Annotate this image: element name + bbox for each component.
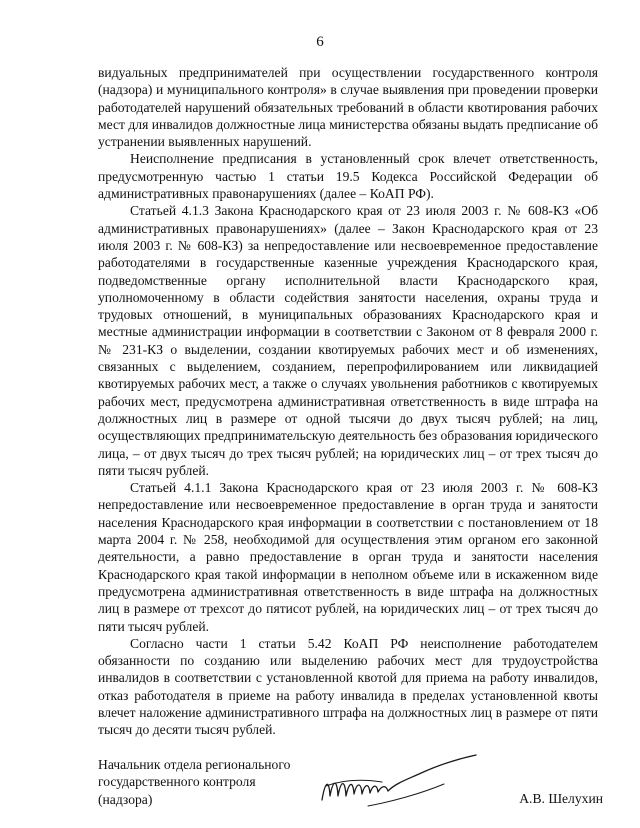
signature-block [98, 752, 603, 822]
signer-position-line: (надзора) [98, 791, 153, 807]
signer-name: А.В. Шелухин [519, 791, 603, 806]
paragraph-article-4-1-3: Статьей 4.1.3 Закона Краснодарского края от 23 июля 2003 г. № 608-КЗ «Об административных правонарушениях» (далее – Закон Краснодарского края от 23 июля 2003 г. № 608-КЗ) за непредоставление или несвоевременное предоставление работодателями в государственные казенные учреждения Краснодарского края, подведомственные органу исполнительной власти Краснодарского края, уполномоченному в области содействия занятости населения, охраны труда и трудовых отношений, в муниципальных образованиях Краснодарского края и местные администрации информации в соответствии с Законом от 8 февраля 2000 г. № 231-КЗ о выделении, создании квотируемых рабочих мест и об изменениях, связанных с выделением, созданием, перепрофилированием или ликвидацией квотируемых рабочих мест, а также о случаях увольнения работников с квотируемых рабочих мест, предусмотрена административная ответственность в виде штрафа на должностных лиц в размере от одной тысячи до двух тысяч рублей; на лиц, осуществляющих предпринимательскую деятельность без образования юридического лица, – от двух тысяч до трех тысяч рублей; на юридических лиц – от трех тысяч до пяти тысяч рублей. [98, 203, 599, 478]
document-body [98, 64, 598, 739]
paragraph-article-4-1-1: Статьей 4.1.1 Закона Краснодарского края от 23 июля 2003 г. № 608-КЗ непредоставление или несвоевременное предоставление в орган труда и занятости населения Краснодарского края информации в соответствии с постановлением от 18 марта 2004 г. № 258, необходимой для осуществления этим органом его законной деятельности, а равно предоставление в орган труда и занятости населения Краснодарского края такой информации в неполном объеме или в искаженном виде предусмотрена административная ответственность в виде штрафа на должностных лиц в размере от трехсот до пятисот рублей, на юридических лиц – от трех тысяч до пяти тысяч рублей. [98, 480, 598, 634]
signer-position-line: государственного контроля [98, 774, 256, 790]
paragraph-order-penalty: Неисполнение предписания в установленный срок влечет ответственность, предусмотренную частью 1 статьи 19.5 Кодекса Российской Федерации об административных правонарушениях (далее – КоАП РФ). [98, 151, 598, 202]
signer-position-line: Начальник отдела регионального [98, 757, 291, 772]
handwritten-signature [316, 752, 481, 814]
paragraph-continuation: видуальных предпринимателей при осуществлении государственного контроля (надзора) и муниципального контроля» в случае выявления при проведении проверки работодателей нарушений обязательных требований в области квотирования рабочих мест для инвалидов должностные лица министерства обязаны выдать предписание об устранении выявленных нарушений. [98, 65, 598, 150]
signer-position [98, 756, 338, 808]
paragraph-article-5-42: Согласно части 1 статьи 5.42 КоАП РФ неисполнение работодателем обязанности по созданию или выделению рабочих мест для трудоустройства инвалидов в соответствии с установленной квотой для приема на работу инвалидов, отказ работодателя в приеме на работу инвалида в пределах установленной квоты влечет наложение административного штрафа на должностных лиц в размере от пяти тысяч до десяти тысяч рублей. [98, 635, 598, 738]
page-number: 6 [316, 34, 324, 50]
